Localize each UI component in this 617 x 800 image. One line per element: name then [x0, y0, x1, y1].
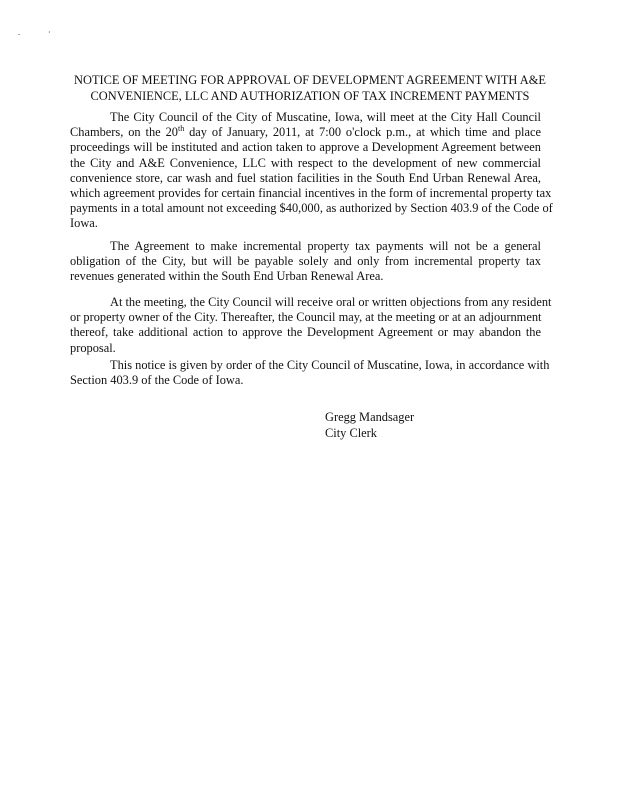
text-line: proposal. — [70, 340, 116, 355]
text-line: proceedings will be instituted and action taken to approve a Development Agreement between — [70, 140, 541, 155]
title-line: NOTICE OF MEETING FOR APPROVAL OF DEVELOPMENT AGREEMENT WITH A&E — [74, 73, 546, 87]
text-line — [70, 125, 541, 140]
text-line: the City and A&E Convenience, LLC with respect to the development of new commercial — [70, 155, 541, 170]
text-line: convenience store, car wash and fuel station facilities in the South End Urban Renewal Area, — [70, 170, 541, 185]
title-line: CONVENIENCE, LLC AND AUTHORIZATION OF TAX INCREMENT PAYMENTS — [90, 88, 530, 103]
text-line: revenues generated within the South End Urban Renewal Area. — [70, 269, 384, 284]
signature-block — [325, 409, 414, 441]
signer-name: Gregg Mandsager — [325, 410, 415, 424]
text-line: payments in a total amount not exceeding $40,000, as authorized by Section 403.9 of the Code of — [70, 201, 553, 216]
notice-title — [60, 73, 560, 104]
text-line: The Agreement to make incremental property tax payments will not be a general — [110, 239, 541, 253]
text-line: Section 403.9 of the Code of Iowa. — [70, 373, 244, 388]
paragraph-obligation — [70, 239, 541, 285]
text-line: obligation of the City, but will be payable solely and only from incremental property tax — [70, 254, 541, 269]
paragraph-authority — [70, 358, 550, 388]
scan-mark: . — [18, 28, 48, 37]
text-line: At the meeting, the City Council will receive oral or written objections from any resident — [110, 295, 552, 309]
paragraph-meeting-details — [70, 110, 553, 232]
text-line: thereof, take additional action to approve the Development Agreement or may abandon the — [70, 325, 541, 340]
text-line: or property owner of the City. Thereafter, the Council may, at the meeting or at an adjournment — [70, 310, 542, 325]
paragraph-objections — [70, 295, 552, 356]
text-fragment: day of January, 2011, at 7:00 o'clock p.m., at which time and place — [184, 125, 541, 140]
signer-title: City Clerk — [325, 426, 377, 440]
scan-marks — [18, 28, 79, 37]
text-line: which agreement provides for certain financial incentives in the form of incremental property tax — [70, 186, 552, 201]
text-line: This notice is given by order of the City Council of Muscatine, Iowa, in accordance with — [110, 358, 550, 372]
text-line: The City Council of the City of Muscatine, Iowa, will meet at the City Hall Council — [110, 110, 541, 124]
text-fragment: Chambers, on the 20 — [70, 125, 178, 140]
ordinal-suffix: th — [177, 124, 185, 134]
text-line: Iowa. — [70, 216, 98, 231]
scan-mark: · — [48, 28, 79, 37]
